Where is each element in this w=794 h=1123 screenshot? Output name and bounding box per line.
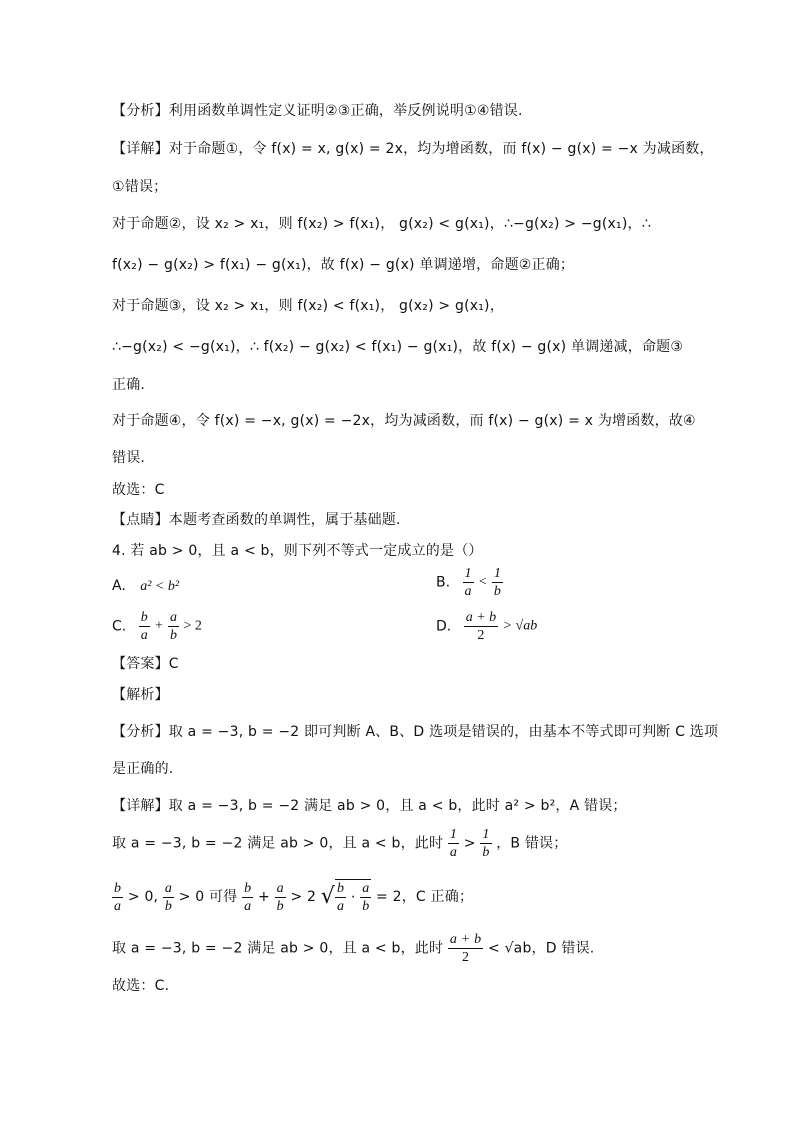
detail-line-8: 对于命题④，令 f(x) = −x, g(x) = −2x，均为减函数，而 f(x) − g(x) = x 为增函数，故④ <box>112 413 696 429</box>
detail-2-line-b <box>112 826 567 861</box>
option-c-num1: b <box>140 610 148 625</box>
line-c-d6: b <box>362 899 370 914</box>
option-a-expr: a² < b² <box>140 579 180 594</box>
line-c-n1: b <box>114 880 122 896</box>
line-c-n4: a <box>276 880 284 896</box>
option-a-label: A. <box>112 578 126 594</box>
option-d-num: a + b <box>465 610 497 625</box>
line-b-den2: b <box>482 845 490 860</box>
option-d-den: 2 <box>477 628 485 643</box>
line-c-n6: a <box>362 881 370 896</box>
option-b-num2: 1 <box>493 566 501 581</box>
option-a <box>112 577 179 596</box>
option-d-label: D. <box>436 618 452 635</box>
analysis-line: 【分析】利用函数单调性定义证明②③正确，举反例说明①④错误. <box>112 103 523 119</box>
line-d-pre: 取 a = −3, b = −2 满足 ab > 0，且 a < b，此时 <box>112 940 444 957</box>
line-c-d5: a <box>337 899 345 914</box>
question-4: 4. 若 ab > 0，且 a < b，则下列不等式一定成立的是（） <box>112 543 483 559</box>
detail-2-line-c <box>112 879 473 915</box>
line-c-t2: > 0 可得 <box>178 889 238 905</box>
option-c-label: C. <box>112 618 127 635</box>
line-d-post: < √ab，D 错误. <box>487 940 595 957</box>
option-c-num2: a <box>170 610 178 625</box>
option-c-tail: > 2 <box>183 618 202 634</box>
option-b <box>436 565 503 600</box>
line-b-op: > <box>463 835 476 852</box>
detail-line-4: f(x₂) − g(x₂) > f(x₁) − g(x₁)，故 f(x) − g(x) 单调递增，命题②正确； <box>112 257 575 273</box>
analysis-2-line-2: 是正确的. <box>112 761 174 777</box>
option-b-num1: 1 <box>464 566 472 581</box>
line-c-sqrt: √ <box>320 884 336 909</box>
line-c-d4: b <box>276 898 284 914</box>
line-c-t3: > 2 <box>290 889 317 905</box>
line-b-den1: a <box>449 845 458 860</box>
option-d-tail: > √ab <box>502 618 538 634</box>
line-c-d3: a <box>244 898 252 914</box>
line-c-d1: a <box>114 898 122 914</box>
choice-line: 故选：C <box>112 482 165 498</box>
detail-2-line-d <box>112 931 594 966</box>
option-b-label: B. <box>436 574 451 591</box>
final-choice: 故选：C. <box>112 978 170 994</box>
line-c-dot: · <box>350 889 356 906</box>
option-c-op: + <box>154 618 164 634</box>
line-b-num2: 1 <box>482 827 490 842</box>
line-b-post: ，B 错误； <box>496 835 568 852</box>
analysis-2-line-1: 【分析】取 a = −3, b = −2 即可判断 A、B、D 选项是错误的，由基本不等式即可判断 C 选项 <box>112 724 719 740</box>
option-b-den1: a <box>464 584 472 599</box>
option-d <box>436 609 537 644</box>
detail-line-9: 错误. <box>112 450 146 466</box>
line-c-t1: > 0, <box>127 889 159 905</box>
line-c-d2: b <box>164 898 173 914</box>
detail-line-7: 正确. <box>112 377 146 393</box>
option-c-den1: a <box>140 628 148 643</box>
detail-line-3: 对于命题②，设 x₂ > x₁，则 f(x₂) > f(x₁)， g(x₂) < g(x₁)，∴−g(x₂) > −g(x₁)，∴ <box>112 216 651 232</box>
detail-line-5: 对于命题③，设 x₂ > x₁，则 f(x₂) < f(x₁)， g(x₂) > g(x₁)， <box>112 298 504 314</box>
line-c-t4: = 2，C 正确； <box>376 889 474 905</box>
comment-line: 【点睛】本题考查函数的单调性，属于基础题. <box>112 512 401 528</box>
line-c-n3: b <box>244 880 252 896</box>
detail-2-line-1: 【详解】取 a = −3, b = −2 满足 ab > 0，且 a < b，此时 a² > b²，A 错误； <box>112 798 627 814</box>
line-b-pre: 取 a = −3, b = −2 满足 ab > 0，且 a < b，此时 <box>112 835 444 852</box>
option-c <box>112 609 202 644</box>
detail-line-6: ∴−g(x₂) < −g(x₁)，∴ f(x₂) − g(x₂) < f(x₁) − g(x₁)，故 f(x) − g(x) 单调递减，命题③ <box>112 339 684 355</box>
line-c-n5: b <box>337 881 345 896</box>
line-b-num1: 1 <box>449 827 458 842</box>
line-c-op: + <box>257 889 270 905</box>
option-c-den2: b <box>170 628 178 643</box>
line-d-num: a + b <box>449 932 482 947</box>
answer-line: 【答案】C <box>112 656 179 672</box>
line-d-den: 2 <box>462 950 470 965</box>
option-b-op: < <box>477 574 488 590</box>
detail-line-2: ①错误； <box>112 179 168 195</box>
explanation-heading: 【解析】 <box>112 687 169 703</box>
option-b-den2: b <box>493 584 501 599</box>
line-c-n2: a <box>164 880 173 896</box>
detail-line-1: 【详解】对于命题①，令 f(x) = x, g(x) = 2x，均为增函数，而 f(x) − g(x) = −x 为减函数， <box>112 141 714 157</box>
